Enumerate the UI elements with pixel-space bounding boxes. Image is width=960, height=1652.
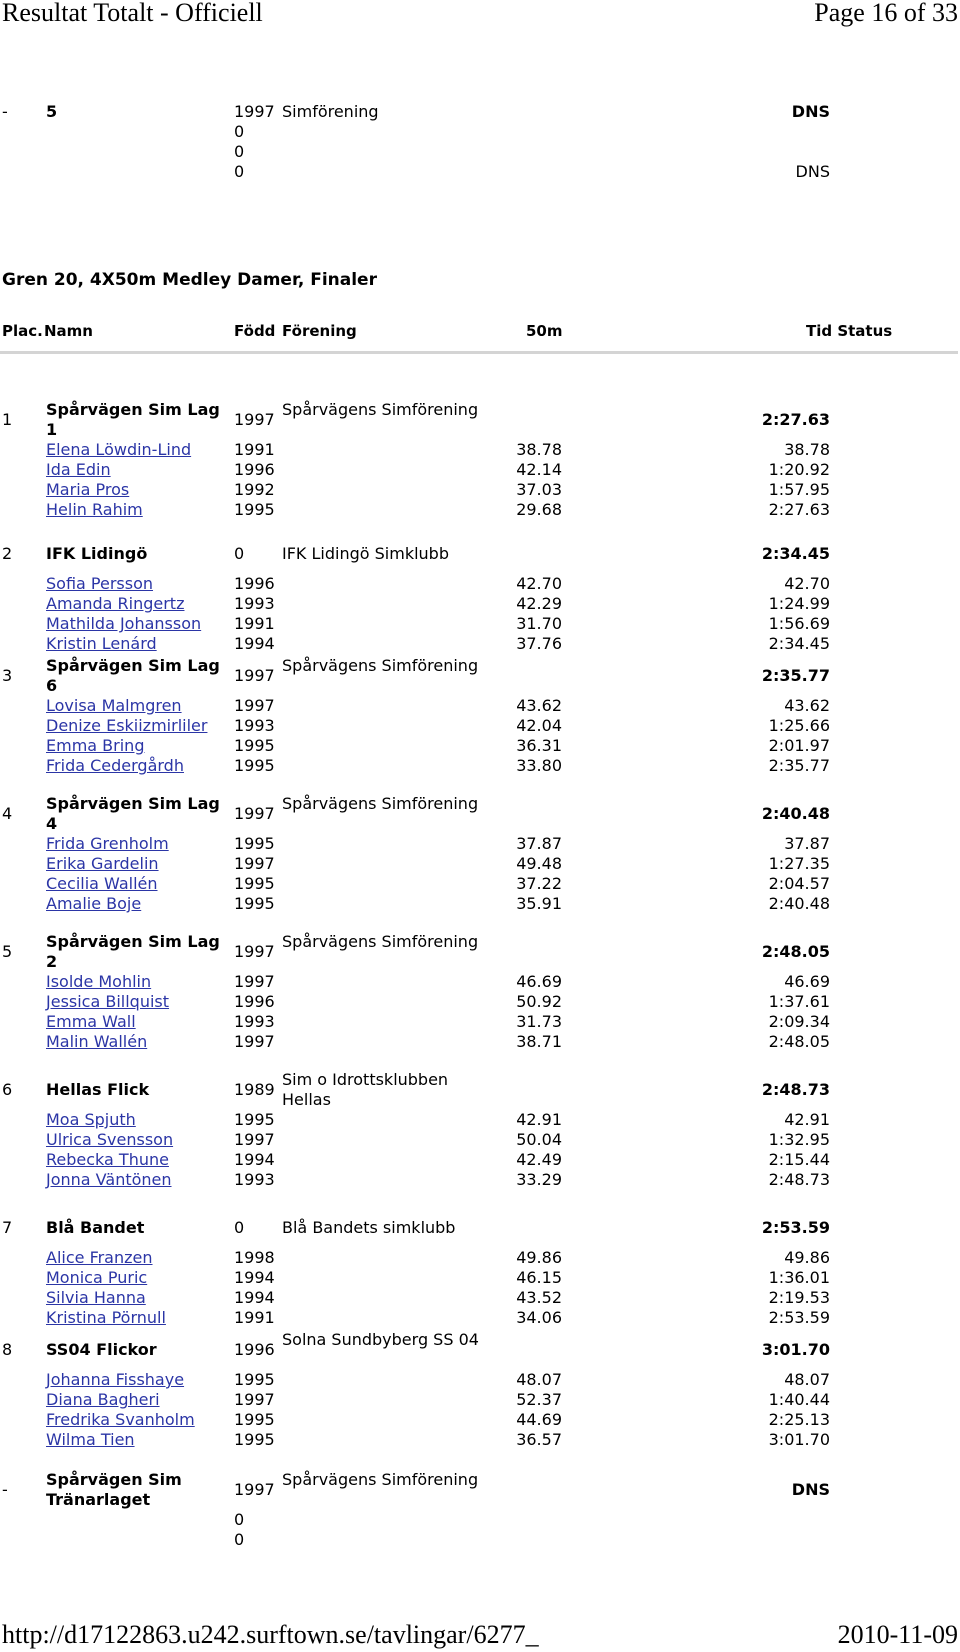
swimmer-link[interactable]: Erika Gardelin: [46, 854, 159, 873]
prev-member-value: 0: [234, 122, 245, 141]
swimmer-row: [0, 1032, 960, 1052]
swimmer-link[interactable]: Ida Edin: [46, 460, 111, 479]
swimmer-time: 2:40.48: [768, 894, 830, 913]
swimmer-time: 2:48.73: [768, 1170, 830, 1189]
swimmer-row: [0, 1410, 960, 1430]
page-header: [0, 0, 960, 32]
team-row: [0, 534, 960, 574]
swimmer-row: [0, 594, 960, 614]
swimmer-born: 1996: [234, 460, 275, 479]
swimmer-born: 1995: [234, 500, 275, 519]
team-time: 2:48.73: [761, 1080, 830, 1099]
swimmer-born: 1994: [234, 1268, 275, 1287]
swimmer-link[interactable]: Frida Cedergårdh: [46, 756, 184, 775]
team-name: SS04 Flickor: [46, 1340, 157, 1359]
last-team-club: Spårvägens Simförening: [282, 1470, 479, 1489]
last-member-row: [0, 1530, 960, 1550]
col-fodd: Född: [234, 322, 276, 340]
swimmer-row: [0, 1248, 960, 1268]
swimmer-born: 1992: [234, 480, 275, 499]
swimmer-row: [0, 634, 960, 654]
swimmer-split: 42.70: [516, 574, 562, 593]
swimmer-time: 49.86: [784, 1248, 830, 1267]
team-plac: 7: [2, 1218, 13, 1237]
swimmer-row: [0, 1170, 960, 1190]
swimmer-split: 42.04: [516, 716, 562, 735]
swimmer-born: 1994: [234, 1150, 275, 1169]
swimmer-born: 1995: [234, 1430, 275, 1449]
swimmer-born: 1991: [234, 440, 275, 459]
team-name: Spårvägen Sim Lag 6: [46, 656, 220, 695]
col-plac: Plac.: [2, 322, 43, 340]
last-team-row: [0, 1470, 960, 1510]
team-born: 1989: [234, 1080, 275, 1099]
swimmer-row: [0, 834, 960, 854]
swimmer-link[interactable]: Amalie Boje: [46, 894, 142, 913]
swimmer-row: [0, 440, 960, 460]
swimmer-born: 1997: [234, 1032, 275, 1051]
swimmer-time: 2:15.44: [768, 1150, 830, 1169]
swimmer-link[interactable]: Elena Löwdin-Lind: [46, 440, 192, 459]
swimmer-row: [0, 480, 960, 500]
swimmer-row: [0, 614, 960, 634]
prev-member-value: 0: [234, 162, 245, 181]
swimmer-link[interactable]: Rebecka Thune: [46, 1150, 169, 1169]
swimmer-split: 46.69: [516, 972, 562, 991]
team-born: 1997: [234, 942, 275, 961]
team-born: 1997: [234, 666, 275, 685]
swimmer-link[interactable]: Cecilia Wallén: [46, 874, 158, 893]
swimmer-time: 1:24.99: [768, 594, 830, 613]
swimmer-born: 1993: [234, 716, 275, 735]
team-born: 1997: [234, 410, 275, 429]
swimmer-link[interactable]: Lovisa Malmgren: [46, 696, 182, 715]
swimmer-link[interactable]: Amanda Ringertz: [46, 594, 185, 613]
swimmer-split: 37.87: [516, 834, 562, 853]
swimmer-split: 42.49: [516, 1150, 562, 1169]
swimmer-link[interactable]: Silvia Hanna: [46, 1288, 146, 1307]
col-forening: Förening: [282, 322, 357, 340]
swimmer-born: 1997: [234, 854, 275, 873]
prev-team-club: Simförening: [282, 102, 379, 121]
team-name: Blå Bandet: [46, 1218, 145, 1237]
prev-team-row: [0, 102, 960, 122]
swimmer-row: [0, 1110, 960, 1130]
team-time: 2:48.05: [761, 942, 830, 961]
swimmer-row: [0, 716, 960, 736]
event-title: Gren 20, 4X50m Medley Damer, Finaler: [2, 270, 377, 290]
swimmer-split: 50.04: [516, 1130, 562, 1149]
swimmer-split: 43.62: [516, 696, 562, 715]
page-footer: [0, 1620, 960, 1652]
last-team-born: 1997: [234, 1480, 275, 1499]
swimmer-row: [0, 1390, 960, 1410]
swimmer-row: [0, 1012, 960, 1032]
swimmer-time: 37.87: [784, 834, 830, 853]
swimmer-split: 48.07: [516, 1370, 562, 1389]
swimmer-born: 1997: [234, 696, 275, 715]
last-member-row: [0, 1510, 960, 1530]
team-time: 2:34.45: [761, 544, 830, 563]
swimmer-born: 1995: [234, 834, 275, 853]
swimmer-row: [0, 696, 960, 716]
swimmer-split: 31.73: [516, 1012, 562, 1031]
swimmer-link[interactable]: Mathilda Johansson: [46, 614, 202, 633]
swimmer-time: 2:01.97: [768, 736, 830, 755]
swimmer-split: 43.52: [516, 1288, 562, 1307]
swimmer-time: 1:27.35: [768, 854, 830, 873]
swimmer-row: [0, 972, 960, 992]
swimmer-time: 1:40.44: [768, 1390, 830, 1409]
swimmer-born: 1995: [234, 1410, 275, 1429]
swimmer-link[interactable]: Fredrika Svanholm: [46, 1410, 195, 1429]
swimmer-time: 2:04.57: [768, 874, 830, 893]
swimmer-split: 49.86: [516, 1248, 562, 1267]
team-name: IFK Lidingö: [46, 544, 148, 563]
swimmer-split: 37.03: [516, 480, 562, 499]
team-born: 1997: [234, 804, 275, 823]
swimmer-link[interactable]: Kristina Pörnull: [46, 1308, 166, 1327]
footer-date: 2010-11-09: [837, 1620, 958, 1649]
header-title: Resultat Totalt - Officiell: [2, 0, 263, 27]
swimmer-row: [0, 874, 960, 894]
swimmer-born: 1997: [234, 1390, 275, 1409]
swimmer-row: [0, 756, 960, 776]
swimmer-link[interactable]: Ulrica Svensson: [46, 1130, 174, 1149]
swimmer-link[interactable]: Wilma Tien: [46, 1430, 135, 1449]
swimmer-time: 3:01.70: [768, 1430, 830, 1449]
swimmer-time: 2:19.53: [768, 1288, 830, 1307]
swimmer-time: 2:25.13: [768, 1410, 830, 1429]
swimmer-split: 46.15: [516, 1268, 562, 1287]
swimmer-link[interactable]: Alice Franzen: [46, 1248, 153, 1267]
swimmer-split: 36.57: [516, 1430, 562, 1449]
swimmer-time: 2:48.05: [768, 1032, 830, 1051]
prev-member-row: [0, 122, 960, 142]
swimmer-link[interactable]: Helin Rahim: [46, 500, 143, 519]
swimmer-split: 37.76: [516, 634, 562, 653]
swimmer-born: 1998: [234, 1248, 275, 1267]
swimmer-born: 1993: [234, 1012, 275, 1031]
team-row: [0, 1070, 960, 1110]
swimmer-born: 1997: [234, 972, 275, 991]
team-born: 0: [234, 544, 245, 563]
team-time: 3:01.70: [761, 1340, 830, 1359]
prev-member-status: DNS: [795, 162, 830, 181]
swimmer-link[interactable]: Maria Pros: [46, 480, 130, 499]
team-born: 1996: [234, 1340, 275, 1359]
swimmer-born: 1994: [234, 634, 275, 653]
team-name: Hellas Flick: [46, 1080, 150, 1099]
team-time: 2:27.63: [761, 410, 830, 429]
last-member-value: 0: [234, 1510, 245, 1529]
swimmer-split: 36.31: [516, 736, 562, 755]
swimmer-split: 42.29: [516, 594, 562, 613]
swimmer-row: [0, 500, 960, 520]
swimmer-split: 33.80: [516, 756, 562, 775]
prev-team-name: 5: [46, 102, 58, 121]
swimmer-born: 1995: [234, 1110, 275, 1129]
swimmer-time: 1:37.61: [768, 992, 830, 1011]
team-club: Sim o Idrottsklubben Hellas: [282, 1070, 449, 1109]
swimmer-link[interactable]: Jonna Väntönen: [46, 1170, 172, 1189]
swimmer-time: 2:53.59: [768, 1308, 830, 1327]
swimmer-row: [0, 1268, 960, 1288]
swimmer-born: 1991: [234, 614, 275, 633]
swimmer-split: 38.71: [516, 1032, 562, 1051]
swimmer-born: 1995: [234, 1370, 275, 1389]
swimmer-split: 42.14: [516, 460, 562, 479]
team-club: Spårvägens Simförening: [282, 794, 479, 813]
swimmer-born: 1995: [234, 736, 275, 755]
swimmer-born: 1993: [234, 1170, 275, 1189]
swimmer-time: 1:20.92: [768, 460, 830, 479]
header-divider: [0, 351, 958, 354]
swimmer-time: 42.70: [784, 574, 830, 593]
col-namn: Namn: [44, 322, 93, 340]
team-plac: 4: [2, 804, 13, 823]
swimmer-born: 1993: [234, 594, 275, 613]
swimmer-row: [0, 1130, 960, 1150]
team-name: Spårvägen Sim Lag 1: [46, 400, 220, 439]
swimmer-split: 52.37: [516, 1390, 562, 1409]
team-plac: 5: [2, 942, 13, 961]
swimmer-link[interactable]: Denize Eskiizmirliler: [46, 716, 208, 735]
swimmer-time: 1:36.01: [768, 1268, 830, 1287]
team-time: 2:35.77: [761, 666, 830, 685]
swimmer-time: 1:56.69: [768, 614, 830, 633]
swimmer-link[interactable]: Monica Puric: [46, 1268, 148, 1287]
prev-member-row: [0, 142, 960, 162]
team-plac: 6: [2, 1080, 13, 1099]
swimmer-split: 37.22: [516, 874, 562, 893]
swimmer-born: 1994: [234, 1288, 275, 1307]
prev-team-status: DNS: [791, 102, 830, 121]
team-name: Spårvägen Sim Lag 2: [46, 932, 220, 971]
swimmer-row: [0, 574, 960, 594]
swimmer-time: 2:27.63: [768, 500, 830, 519]
swimmer-time: 42.91: [784, 1110, 830, 1129]
swimmer-row: [0, 1370, 960, 1390]
swimmer-split: 34.06: [516, 1308, 562, 1327]
team-name: Spårvägen Sim Lag 4: [46, 794, 220, 833]
swimmer-time: 2:09.34: [768, 1012, 830, 1031]
swimmer-split: 33.29: [516, 1170, 562, 1189]
swimmer-row: [0, 460, 960, 480]
swimmer-born: 1997: [234, 1130, 275, 1149]
swimmer-row: [0, 854, 960, 874]
prev-member-row: [0, 162, 960, 182]
swimmer-link[interactable]: Kristin Lenárd: [46, 634, 157, 653]
team-row: [0, 932, 960, 972]
team-time: 2:40.48: [761, 804, 830, 823]
team-row: [0, 656, 960, 696]
footer-url: http://d17122863.u242.surftown.se/tavlingar/6277_: [2, 1620, 539, 1649]
swimmer-born: 1996: [234, 574, 275, 593]
team-club: Solna Sundbyberg SS 04: [282, 1330, 479, 1349]
swimmer-split: 49.48: [516, 854, 562, 873]
swimmer-born: 1995: [234, 874, 275, 893]
last-member-value: 0: [234, 1530, 245, 1549]
column-header: [0, 322, 960, 342]
swimmer-time: 43.62: [784, 696, 830, 715]
swimmer-time: 46.69: [784, 972, 830, 991]
team-plac: 2: [2, 544, 13, 563]
swimmer-link[interactable]: Emma Wall: [46, 1012, 136, 1031]
swimmer-link[interactable]: Isolde Mohlin: [46, 972, 152, 991]
team-born: 0: [234, 1218, 245, 1237]
last-team-status: DNS: [791, 1480, 830, 1499]
swimmer-born: 1996: [234, 992, 275, 1011]
swimmer-link[interactable]: Emma Bring: [46, 736, 145, 755]
team-club: Spårvägens Simförening: [282, 400, 479, 419]
swimmer-born: 1995: [234, 894, 275, 913]
swimmer-row: [0, 1288, 960, 1308]
swimmer-time: 1:25.66: [768, 716, 830, 735]
team-club: Spårvägens Simförening: [282, 656, 479, 675]
swimmer-split: 50.92: [516, 992, 562, 1011]
swimmer-link[interactable]: Diana Bagheri: [46, 1390, 160, 1409]
swimmer-split: 42.91: [516, 1110, 562, 1129]
team-row: [0, 400, 960, 440]
prev-team-born: 1997: [234, 102, 275, 121]
swimmer-born: 1991: [234, 1308, 275, 1327]
swimmer-row: [0, 992, 960, 1012]
team-plac: 1: [2, 410, 13, 429]
swimmer-split: 29.68: [516, 500, 562, 519]
swimmer-born: 1995: [234, 756, 275, 775]
swimmer-link[interactable]: Sofia Persson: [46, 574, 154, 593]
swimmer-time: 38.78: [784, 440, 830, 459]
swimmer-split: 38.78: [516, 440, 562, 459]
team-row: [0, 1330, 960, 1370]
swimmer-split: 44.69: [516, 1410, 562, 1429]
swimmer-time: 1:57.95: [768, 480, 830, 499]
team-row: [0, 794, 960, 834]
swimmer-row: [0, 894, 960, 914]
team-club: IFK Lidingö Simklubb: [282, 544, 449, 563]
swimmer-link[interactable]: Frida Grenholm: [46, 834, 169, 853]
last-team-plac: -: [2, 1480, 8, 1499]
col-tid: Tid Status: [806, 322, 893, 340]
swimmer-time: 1:32.95: [768, 1130, 830, 1149]
team-club: Spårvägens Simförening: [282, 932, 479, 951]
last-team-name: Spårvägen Sim Tränarlaget: [46, 1470, 182, 1509]
swimmer-split: 35.91: [516, 894, 562, 913]
swimmer-time: 48.07: [784, 1370, 830, 1389]
team-row: [0, 1208, 960, 1248]
prev-member-value: 0: [234, 142, 245, 161]
swimmer-link[interactable]: Moa Spjuth: [46, 1110, 136, 1129]
swimmer-link[interactable]: Malin Wallén: [46, 1032, 148, 1051]
swimmer-link[interactable]: Johanna Fisshaye: [46, 1370, 185, 1389]
swimmer-row: [0, 736, 960, 756]
swimmer-row: [0, 1430, 960, 1450]
swimmer-split: 31.70: [516, 614, 562, 633]
swimmer-time: 2:34.45: [768, 634, 830, 653]
col-split: 50m: [526, 322, 563, 340]
team-plac: 3: [2, 666, 13, 685]
team-plac: 8: [2, 1340, 13, 1359]
swimmer-time: 2:35.77: [768, 756, 830, 775]
team-club: Blå Bandets simklubb: [282, 1218, 456, 1237]
team-time: 2:53.59: [761, 1218, 830, 1237]
swimmer-row: [0, 1308, 960, 1328]
swimmer-link[interactable]: Jessica Billquist: [46, 992, 170, 1011]
page-number: Page 16 of 33: [814, 0, 958, 27]
swimmer-row: [0, 1150, 960, 1170]
prev-team-plac: -: [2, 102, 8, 121]
